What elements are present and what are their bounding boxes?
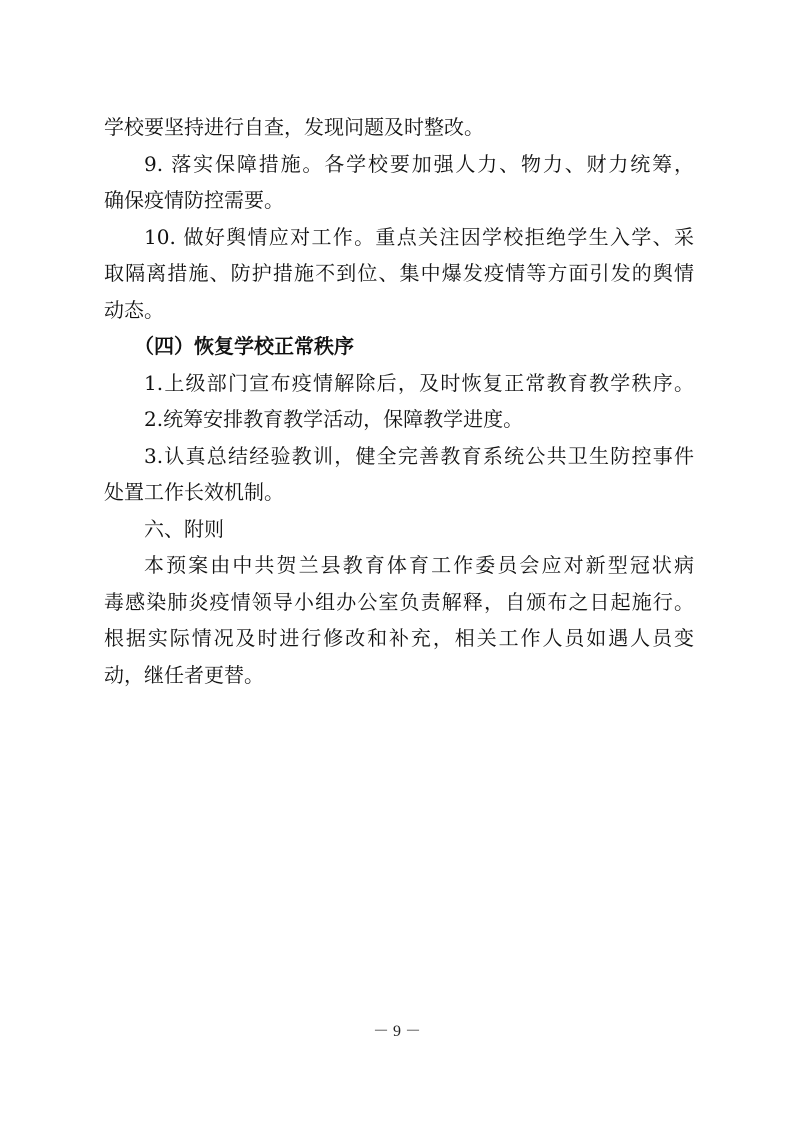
paragraph-line: 动态。 bbox=[104, 297, 164, 322]
list-item-line: 2.统筹安排教育教学活动，保障教学进度。 bbox=[144, 407, 524, 431]
paragraph-line: 9. 落实保障措施。各学校要加强人力、物力、财力统筹， bbox=[144, 151, 694, 176]
paragraph-line: 根据实际情况及时进行修改和补充，相关工作人员如遇人员变 bbox=[104, 626, 694, 650]
list-item-2 bbox=[104, 401, 694, 438]
paragraph-line: 10. 做好舆情应对工作。重点关注因学校拒绝学生入学、采 bbox=[144, 224, 694, 249]
list-item-3 bbox=[104, 438, 694, 511]
paragraph-line: 取隔离措施、防护措施不到位、集中爆发疫情等方面引发的舆情 bbox=[104, 261, 694, 285]
paragraph-line: 确保疫情防控需要。 bbox=[104, 188, 284, 212]
list-item-line: 3.认真总结经验教训，健全完善教育系统公共卫生防控事件 bbox=[144, 443, 694, 468]
paragraph-closing bbox=[104, 547, 694, 693]
paragraph-line: 学校要坚持进行自查，发现问题及时整改。 bbox=[104, 115, 484, 139]
paragraph-line: 动，继任者更替。 bbox=[104, 662, 264, 687]
paragraph-self-inspection bbox=[104, 109, 694, 146]
document-body bbox=[104, 109, 694, 693]
paragraph-item-10 bbox=[104, 219, 694, 329]
subheading-restore-order: （四）恢复学校正常秩序 bbox=[134, 334, 354, 358]
list-item-line: 1.上级部门宣布疫情解除后，及时恢复正常教育教学秩序。 bbox=[144, 370, 694, 395]
list-item-1 bbox=[104, 365, 694, 402]
paragraph-item-9 bbox=[104, 146, 694, 219]
section-heading-appendix: 六、附则 bbox=[144, 516, 224, 541]
paragraph-line: 毒感染肺炎疫情领导小组办公室负责解释，自颁布之日起施行。 bbox=[104, 589, 694, 614]
page-number: － 9 － bbox=[372, 1023, 421, 1040]
list-item-line: 处置工作长效机制。 bbox=[104, 480, 284, 504]
paragraph-line: 本预案由中共贺兰县教育体育工作委员会应对新型冠状病 bbox=[144, 553, 694, 577]
